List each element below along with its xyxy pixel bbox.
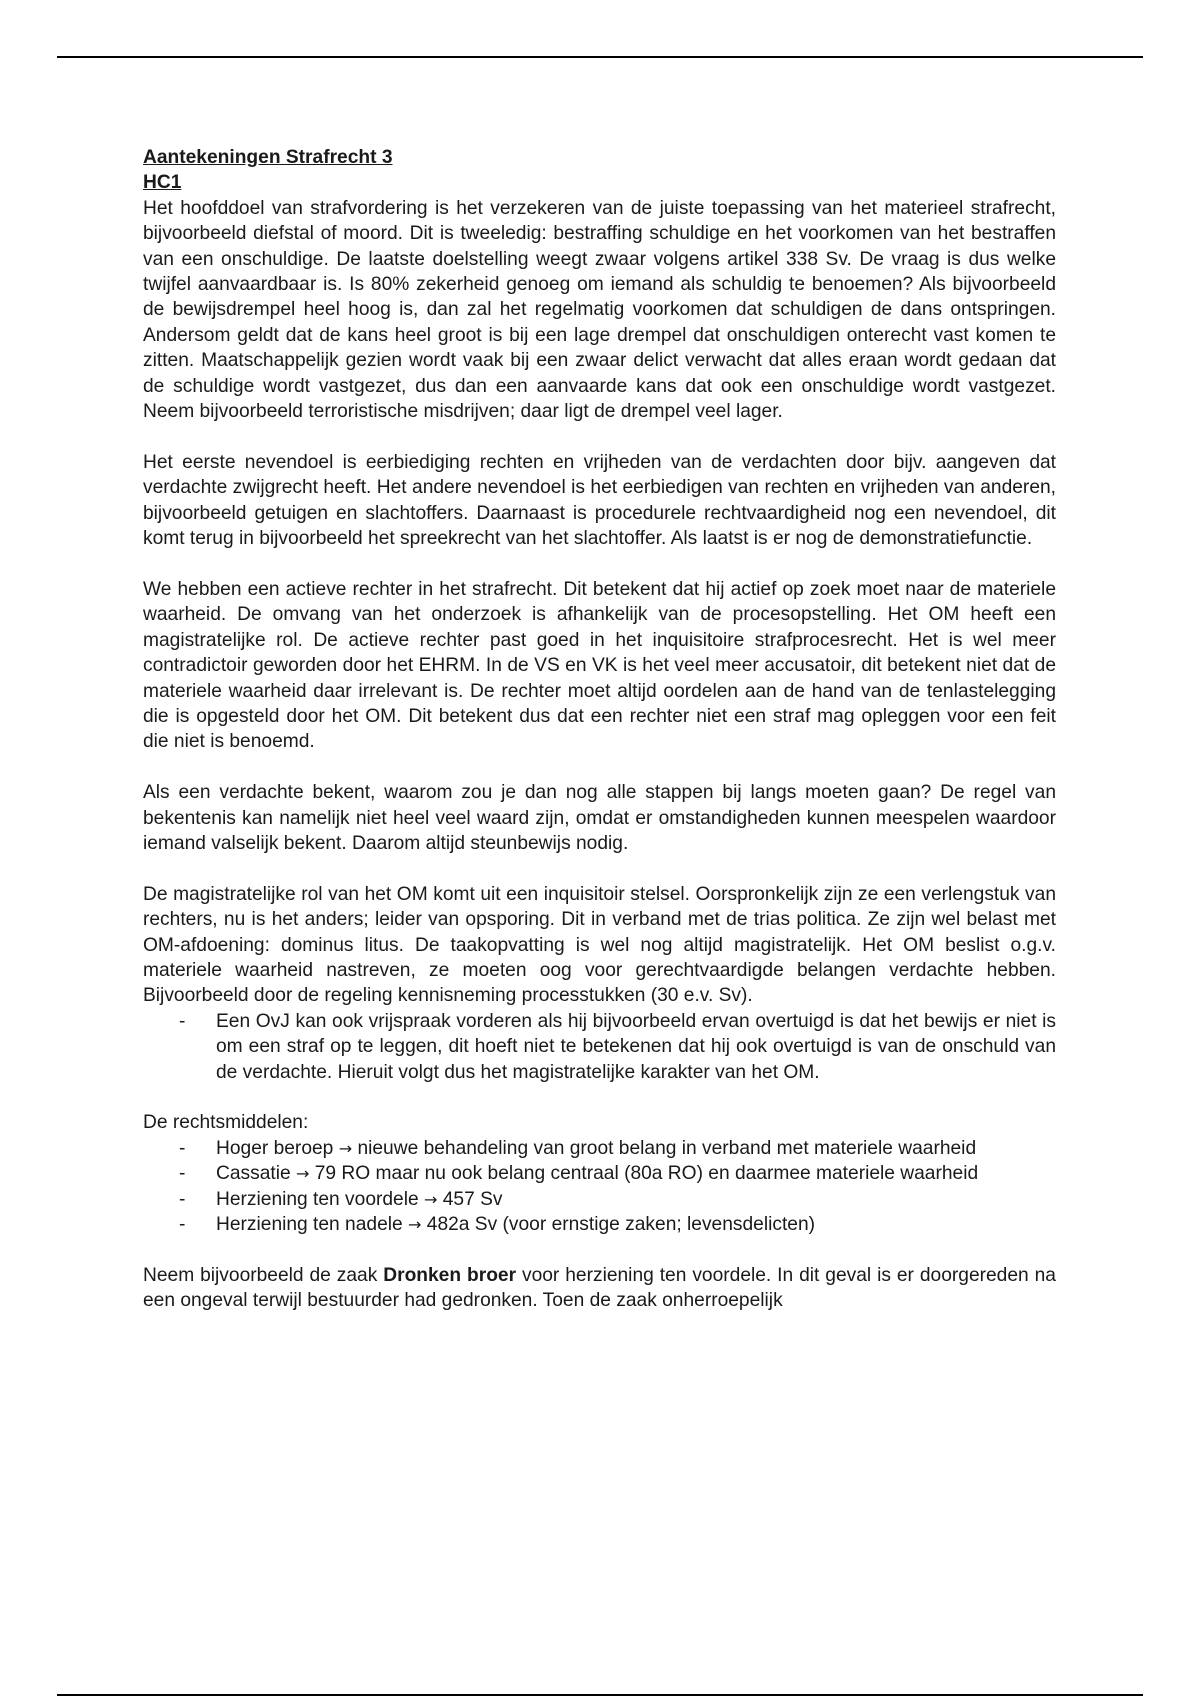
document-title: Aantekeningen Strafrecht 3	[143, 147, 393, 168]
list-item	[143, 1161, 1056, 1186]
paragraph-text: Neem bijvoorbeeld de zaak	[143, 1264, 378, 1286]
list-item	[143, 1009, 1056, 1085]
top-rule	[57, 56, 1143, 58]
paragraph-confession: Als een verdachte bekent, waarom zou je dan nog alle stappen bij langs moeten gaan? De regel van bekentenis kan namelijk niet heel veel waard zijn, omdat er omstandigheden kunnen meespelen waardoor iemand valselijk bekent. Daarom altijd steunbewijs nodig.	[143, 782, 1056, 854]
paragraph-active-judge: We hebben een actieve rechter in het strafrecht. Dit betekent dat hij actief op zoek moet naar de materiele waarheid. De omvang van het onderzoek is afhankelijk van de procesopstelling. Het OM heeft een magistratelijke rol. De actieve rechter past goed in het inquisitoire strafprocesrecht. Het is wel meer contradictoir geworden door het EHRM. In de VS en VK is het veel meer accusatoir, dit betekent niet dat de materiele waarheid daar irrelevant is. De rechter moet altijd oordelen aan de hand van de tenlastelegging die is opgesteld door het OM. Dit betekent dus dat een rechter niet een straf mag opleggen voor een feit die niet is benoemd.	[143, 578, 1056, 753]
remedies-intro: De rechtsmiddelen:	[143, 1112, 309, 1134]
list-item	[143, 1136, 1056, 1161]
case-name: Dronken broer	[383, 1264, 517, 1286]
magistrate-bullet-list	[143, 1009, 1056, 1085]
bullet-dash: -	[179, 1137, 186, 1159]
bullet-dash: -	[179, 1010, 186, 1032]
bullet-dash: -	[179, 1188, 186, 1210]
remedy-term: Hoger beroep	[216, 1137, 334, 1159]
remedy-term: Herziening ten voordele	[216, 1188, 419, 1210]
remedy-text: 79 RO maar nu ook belang centraal (80a RO) en daarmee materiele waarheid	[314, 1163, 979, 1185]
arrow-icon: →	[338, 1138, 353, 1158]
remedies-list	[143, 1136, 1056, 1238]
arrow-icon: →	[296, 1164, 310, 1184]
bullet-dash: -	[179, 1163, 186, 1185]
paragraph-side-goals: Het eerste nevendoel is eerbiediging rechten en vrijheden van de verdachten door bijv. aangeven dat verdachte zwijgrecht heeft. Het andere nevendoel is het eerbiedigen van rechten en vrijheden van anderen, bijvoorbeeld getuigen en slachtoffers. Daarnaast is procedurele rechtvaardigheid nog een nevendoel, dit komt terug in bijvoorbeeld het spreekrecht van het slachtoffer. Als laatst is er nog de demonstratiefunctie.	[143, 451, 1056, 550]
bullet-dash: -	[179, 1213, 186, 1235]
remedy-term: Herziening ten nadele	[216, 1213, 403, 1235]
paragraph-magistrate-role: De magistratelijke rol van het OM komt uit een inquisitoir stelsel. Oorspronkelijk zijn ze een verlengstuk van rechters, nu is het anders; leider van opsporing. Dit in verband met de trias politica. Ze zijn wel belast met OM-afdoening: dominus litus. De taakopvatting is wel nog altijd magistratelijk. Het OM beslist o.g.v. materiele waarheid nastreven, ze moeten oog voor gerechtvaardigde belangen verdachte hebben. Bijvoorbeeld door de regeling kennisneming processtukken (30 e.v. Sv).	[143, 883, 1056, 1007]
remedy-text: 457 Sv	[442, 1188, 503, 1210]
paragraph-text: voor herziening ten voordele. In dit geval is er doorgereden na een ongeval terwijl bestuurder had gedronken. Toen de zaak onherroepelijk	[143, 1264, 1056, 1312]
document-body	[143, 145, 1056, 1339]
list-item	[143, 1187, 1056, 1212]
section-heading: HC1	[143, 172, 182, 194]
list-item	[143, 1212, 1056, 1237]
list-item-text: Een OvJ kan ook vrijspraak vorderen als hij bijvoorbeeld ervan overtuigd is dat het bewijs er niet is om een straf op te leggen, dit hoeft niet te betekenen dat hij ook overtuigd is van de onschuld van de verdachte. Hieruit volgt dus het magistratelijke karakter van het OM.	[216, 1010, 1056, 1083]
remedy-text: nieuwe behandeling van groot belang in verband met materiele waarheid	[357, 1137, 977, 1159]
bottom-rule	[57, 1694, 1143, 1696]
paragraph-drunk-brother	[143, 1263, 1056, 1314]
paragraph-main-goal: Het hoofddoel van strafvordering is het verzekeren van de juiste toepassing van het materieel strafrecht, bijvoorbeeld diefstal of moord. Dit is tweeledig: bestraffing schuldige en het voorkomen van het bestraffen van een onschuldige. De laatste doelstelling weegt zwaar volgens artikel 338 Sv. De vraag is dus welke twijfel aanvaardbaar is. Is 80% zekerheid genoeg om iemand als schuldig te benoemen? Als bijvoorbeeld de bewijsdrempel heel hoog is, dan zal het regelmatig voorkomen dat schuldigen de dans ontspringen. Andersom geldt dat de kans heel groot is bij een lage drempel dat onschuldigen onterecht vast komen te zitten. Maatschappelijk gezien wordt vaak bij een zwaar delict verwacht dat alles eraan wordt gedaan dat de schuldige wordt vastgezet, dus dan een aanvaarde kans dat ook een onschuldige wordt vastgezet. Neem bijvoorbeeld terroristische misdrijven; daar ligt de drempel veel lager.	[143, 197, 1056, 423]
arrow-icon: →	[424, 1189, 438, 1209]
remedy-term: Cassatie	[216, 1163, 291, 1185]
arrow-icon: →	[408, 1214, 422, 1234]
remedy-text: 482a Sv (voor ernstige zaken; levensdelicten)	[426, 1213, 816, 1235]
